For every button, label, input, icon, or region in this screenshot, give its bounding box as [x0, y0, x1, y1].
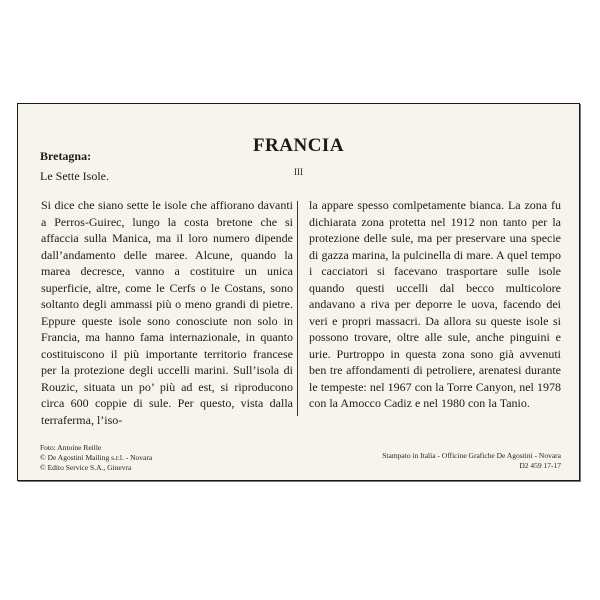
photo-credit: Foto: Antoine Reille	[40, 443, 102, 452]
card-number: III	[294, 167, 303, 177]
card-subtitle: Le Sette Isole.	[40, 169, 109, 183]
info-card	[17, 103, 580, 481]
copyright-line: © De Agostini Mailing s.r.l. - Novara	[40, 453, 153, 462]
credits-block	[40, 443, 152, 473]
copyright-line: © Edito Service S.A., Ginevra	[40, 463, 132, 472]
printer-line: Stampato in Italia - Officine Grafiche De Agostini - Novara	[382, 451, 561, 460]
region-heading: Bretagna:	[40, 149, 92, 163]
card-title: FRANCIA	[252, 135, 345, 156]
printer-block	[382, 451, 561, 471]
text-column-right: la appare spesso comlpetamente bianca. La zona fu dichiarata zona protetta nel 1912 non tanto per la protezione delle sule, ma per preservare una specie di gazza marina, la pulcinella di mare. A quel tempo i cacciatori si facevano trasportare sulle isole quando questi uccelli dal becco multicolore andavano a riva per deporre le uova, facendo dei veri e propri massacri. Da allora su queste isole si possono trovare, oltre alle sule, anche pinguini e urie. Purtroppo in questa zona sono già avvenuti ben tre affondamenti di petroliere, arenatesi durante le tempeste: nel 1967 con la Torre Canyon, nel 1978 con la Amocco Cadiz e nel 1980 con la Tanio.	[309, 198, 561, 410]
text-column-left: Si dice che siano sette le isole che affiorano davanti a Perros-Guirec, lungo la costa bretone che si affaccia sulla Manica, ma il loro numero dipende dall’andamento delle maree. Alcune, quando la marea decresce, vanno a costituire un unica superficie, altre, come le Cerfs o le Costans, sono soltanto degli ammassi più o meno grandi di pietre. Eppure queste isole sono conosciute non solo in Francia, ma hanno fama internazionale, in quanto costituiscono il più importante territorio francese per la protezione degli uccelli marini. Sull’isola di Rouzic, situata un po’ più ad est, si riproducono circa 600 coppie di sule. Per questo, vista dalla terraferma, l’iso-	[41, 198, 293, 427]
column-divider	[297, 201, 298, 416]
card-code: D2 459 17-17	[519, 461, 561, 470]
